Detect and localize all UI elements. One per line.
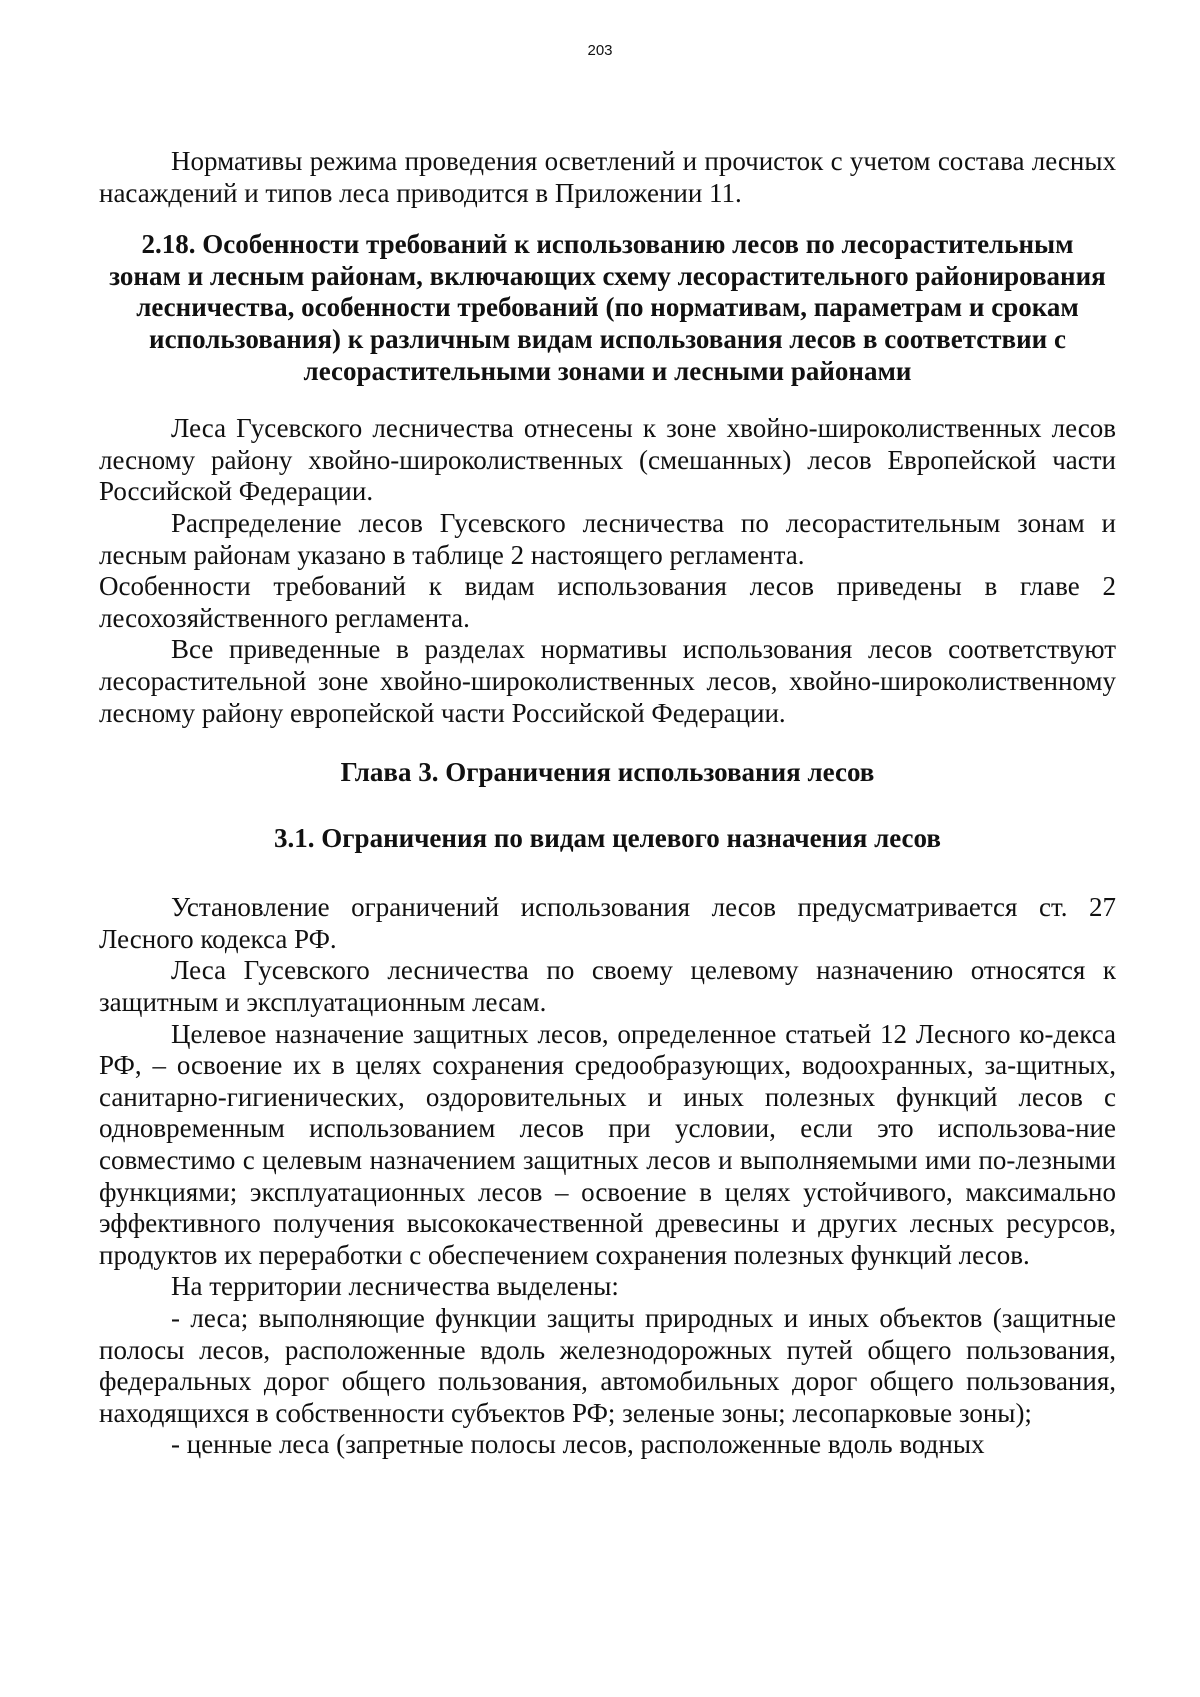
paragraph: Распределение лесов Гусевского лесничества по лесорастительным зонам и лесным районам указано в таблице 2 настоящего регламента.	[99, 507, 1116, 570]
paragraph: Леса Гусевского лесничества отнесены к зоне хвойно-широколиственных лесов лесному району хвойно-широколиственных (смешанных) лесов Европейской части Российской Федерации.	[99, 413, 1116, 507]
section-3-1-heading: 3.1. Ограничения по видам целевого назначения лесов	[274, 822, 941, 853]
section-2-18-heading: 2.18. Особенности требований к использованию лесов по лесорастительным зонам и лесным районам, включающих схему лесорастительного районирования лесничества, особенности требований (по нормативам, параметрам и срокам использования) к различным видам использования лесов в соответствии с лесорастительными зонами и лесными районами	[109, 229, 1106, 386]
chapter-3-heading: Глава 3. Ограничения использования лесов	[340, 757, 875, 788]
paragraph-norms: Нормативы режима проведения осветлений и прочисток с учетом состава лесных насаждений и типов леса приводится в Приложении 11.	[99, 146, 1116, 208]
paragraph: Все приведенные в разделах нормативы использования лесов соответствуют лесорастительной зоне хвойно-широколиственных лесов, хвойно-широколиственному лесному району европейской части Российской Федерации.	[99, 634, 1116, 728]
paragraph: Установление ограничений использования лесов предусматривается ст. 27 Лесного кодекса РФ.	[99, 892, 1116, 954]
paragraph: На территории лесничества выделены:	[171, 1271, 619, 1302]
document-body	[99, 146, 1116, 1461]
paragraph: Леса Гусевского лесничества по своему целевому назначению относятся к защитным и эксплуатационным лесам.	[99, 955, 1116, 1018]
list-item: - ценные леса (запретные полосы лесов, расположенные вдоль водных	[171, 1429, 985, 1460]
paragraph: Особенности требований к видам использования лесов приведены в главе 2 лесохозяйственного регламента.	[99, 571, 1116, 633]
list-item: - леса; выполняющие функции защиты природных и иных объектов (защитные полосы лесов, расположенные вдоль железнодорожных путей общего пользования, федеральных дорог общего пользования, автомобильных дорог общего пользования, находящихся в собственности субъектов РФ; зеленые зоны; лесопарковые зоны);	[99, 1303, 1116, 1428]
page-number: 203	[587, 42, 613, 59]
paragraph: Целевое назначение защитных лесов, определенное статьей 12 Лесного ко-декса РФ, – освоение их в целях сохранения средообразующих, водоохранных, за-щитных, санитарно-гигиенических, оздоровительных и иных полезных функций лесов с одновременным использованием лесов при условии, если это использова-ние совместимо с целевым назначением защитных лесов и выполняемыми ими по-лезными функциями; эксплуатационных лесов – освоение в целях устойчивого, максимально эффективного получения высококачественной древесины и других лесных ресурсов, продуктов их переработки с обеспечением сохранения полезных функций лесов.	[99, 1018, 1116, 1270]
